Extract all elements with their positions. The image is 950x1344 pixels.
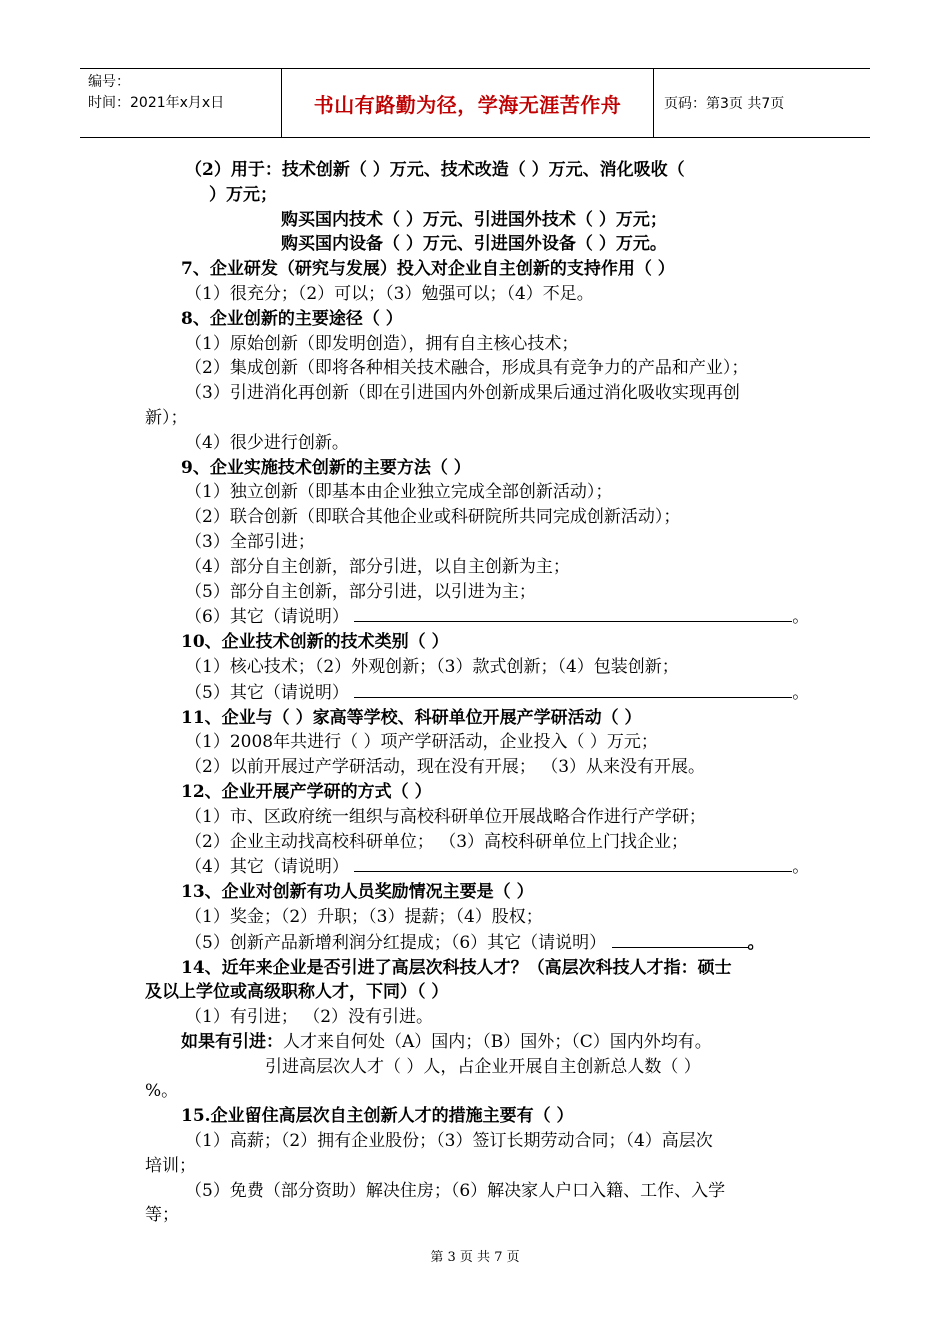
text-line: （1）很充分；（2）可以；（3）勉强可以；（4）不足。 (185, 283, 594, 304)
text-line: 购买国内设备（ ）万元、引进国外设备（ ）万元。 (281, 234, 667, 255)
text-line: （1）原始创新（即发明创造），拥有自主核心技术； (185, 333, 579, 354)
question-12: 12、企业开展产学研的方式（ ） (181, 781, 432, 802)
text-line: （1）高薪；（2）拥有企业股份；（3）签订长期劳动合同；（4）高层次 (185, 1131, 713, 1152)
text-line (145, 930, 810, 956)
other-label: （4）其它（请说明） (185, 857, 349, 878)
text-line: 购买国内技术（ ）万元、引进国外技术（ ）万元； (281, 209, 667, 230)
number-label: 编号： (88, 74, 130, 90)
date-label: 时间：2021年x月x日 (88, 95, 225, 111)
question-15: 15.企业留住高层次自主创新人才的措施主要有（ ） (181, 1106, 574, 1127)
text-line (145, 1030, 810, 1055)
text-line: （2）用于：技术创新（ ）万元、技术改造（ ）万元、消化吸收（ (185, 160, 685, 180)
text-line: （5）部分自主创新，部分引进，以引进为主； (185, 581, 536, 602)
header-motto: 书山有路勤为径，学海无涯苦作舟 (282, 69, 654, 137)
other-label: （5）其它（请说明） (185, 682, 349, 703)
text-line: （4）部分自主创新，部分引进，以自主创新为主； (185, 556, 570, 577)
text-line: （1）市、区政府统一组织与高校科研单位开展战略合作进行产学研； (185, 806, 706, 827)
period: 。 (792, 682, 810, 703)
question-9: 9、企业实施技术创新的主要方法（ ） (181, 457, 471, 478)
text-line: （1）核心技术；（2）外观创新；（3）款式创新；（4）包装创新； (185, 656, 679, 677)
text-line: （1）独立创新（即基本由企业独立完成全部创新活动）； (185, 482, 613, 503)
if-introduced-label: 如果有引进： (181, 1031, 283, 1052)
question-14: 14、近年来企业是否引进了高层次科技人才？（高层次科技人才指：硕士 (181, 957, 732, 978)
fill-blank[interactable] (354, 854, 792, 872)
text-line: 引进高层次人才（ ）人，占企业开展自主创新总人数（ ） (265, 1056, 701, 1077)
fill-blank[interactable] (354, 680, 792, 698)
text-line: （1）奖金；（2）升职；（3）提薪；（4）股权； (185, 906, 543, 927)
text-line: （2）联合创新（即联合其他企业或科研院所共同完成创新活动）； (185, 507, 681, 528)
question-11: 11、企业与（ ）家高等学校、科研单位开展产学研活动（ ） (181, 707, 642, 728)
text-line: （3）引进消化再创新（即在引进国内外创新成果后通过消化吸收实现再创 (185, 383, 740, 404)
question-8: 8、企业创新的主要途径（ ） (181, 308, 403, 329)
question-13: 13、企业对创新有功人员奖励情况主要是（ ） (181, 882, 534, 903)
text-line: （2）企业主动找高校科研单位； （3）高校科研单位上门找企业； (185, 831, 689, 852)
text-line (145, 854, 810, 880)
text-line: （1）有引进； （2）没有引进。 (185, 1007, 434, 1028)
header-page-number: 页码：第3页 共7页 (664, 96, 785, 112)
text-line: 培训； (145, 1155, 196, 1176)
text-line: （5）免费（部分资助）解决住房；（6）解决家人户口入籍、工作、入学 (185, 1180, 726, 1201)
period: 。 (792, 607, 810, 628)
document-body (145, 158, 810, 1228)
text-line: 等； (145, 1205, 179, 1226)
page-footer: 第 3 页 共 7 页 (430, 1250, 520, 1265)
text-line: 及以上学位或高级职称人才，下同）（ ） (145, 982, 449, 1003)
period: 。 (747, 932, 765, 953)
text-line: （3）全部引进； (185, 531, 315, 552)
text-line: （2）集成创新（即将各种相关技术融合，形成具有竞争力的产品和产业）； (185, 358, 749, 379)
header-meta (80, 69, 282, 137)
text-span: 人才来自何处（A）国内；（B）国外；（C）国内外均有。 (283, 1031, 712, 1052)
text-line: 新）； (145, 407, 188, 428)
text-line: %。 (145, 1081, 179, 1102)
fill-blank[interactable] (612, 930, 748, 948)
text-line: （4）很少进行创新。 (185, 432, 349, 453)
fill-blank[interactable] (354, 604, 792, 622)
text-line: ）万元； (209, 184, 277, 205)
text-line: （2）以前开展过产学研活动，现在没有开展； （3）从来没有开展。 (185, 757, 706, 778)
text-line (145, 604, 810, 630)
other-label: （5）创新产品新增利润分红提成；（6）其它（请说明） (185, 932, 607, 953)
question-7: 7、企业研发（研究与发展）投入对企业自主创新的支持作用（ ） (181, 259, 675, 280)
question-10: 10、企业技术创新的技术类别（ ） (181, 632, 449, 653)
text-line (145, 680, 810, 706)
period: 。 (792, 857, 810, 878)
other-label: （6）其它（请说明） (185, 607, 349, 628)
text-line: （1）2008年共进行（ ）项产学研活动，企业投入（ ）万元； (185, 732, 658, 753)
page-header (80, 68, 870, 138)
